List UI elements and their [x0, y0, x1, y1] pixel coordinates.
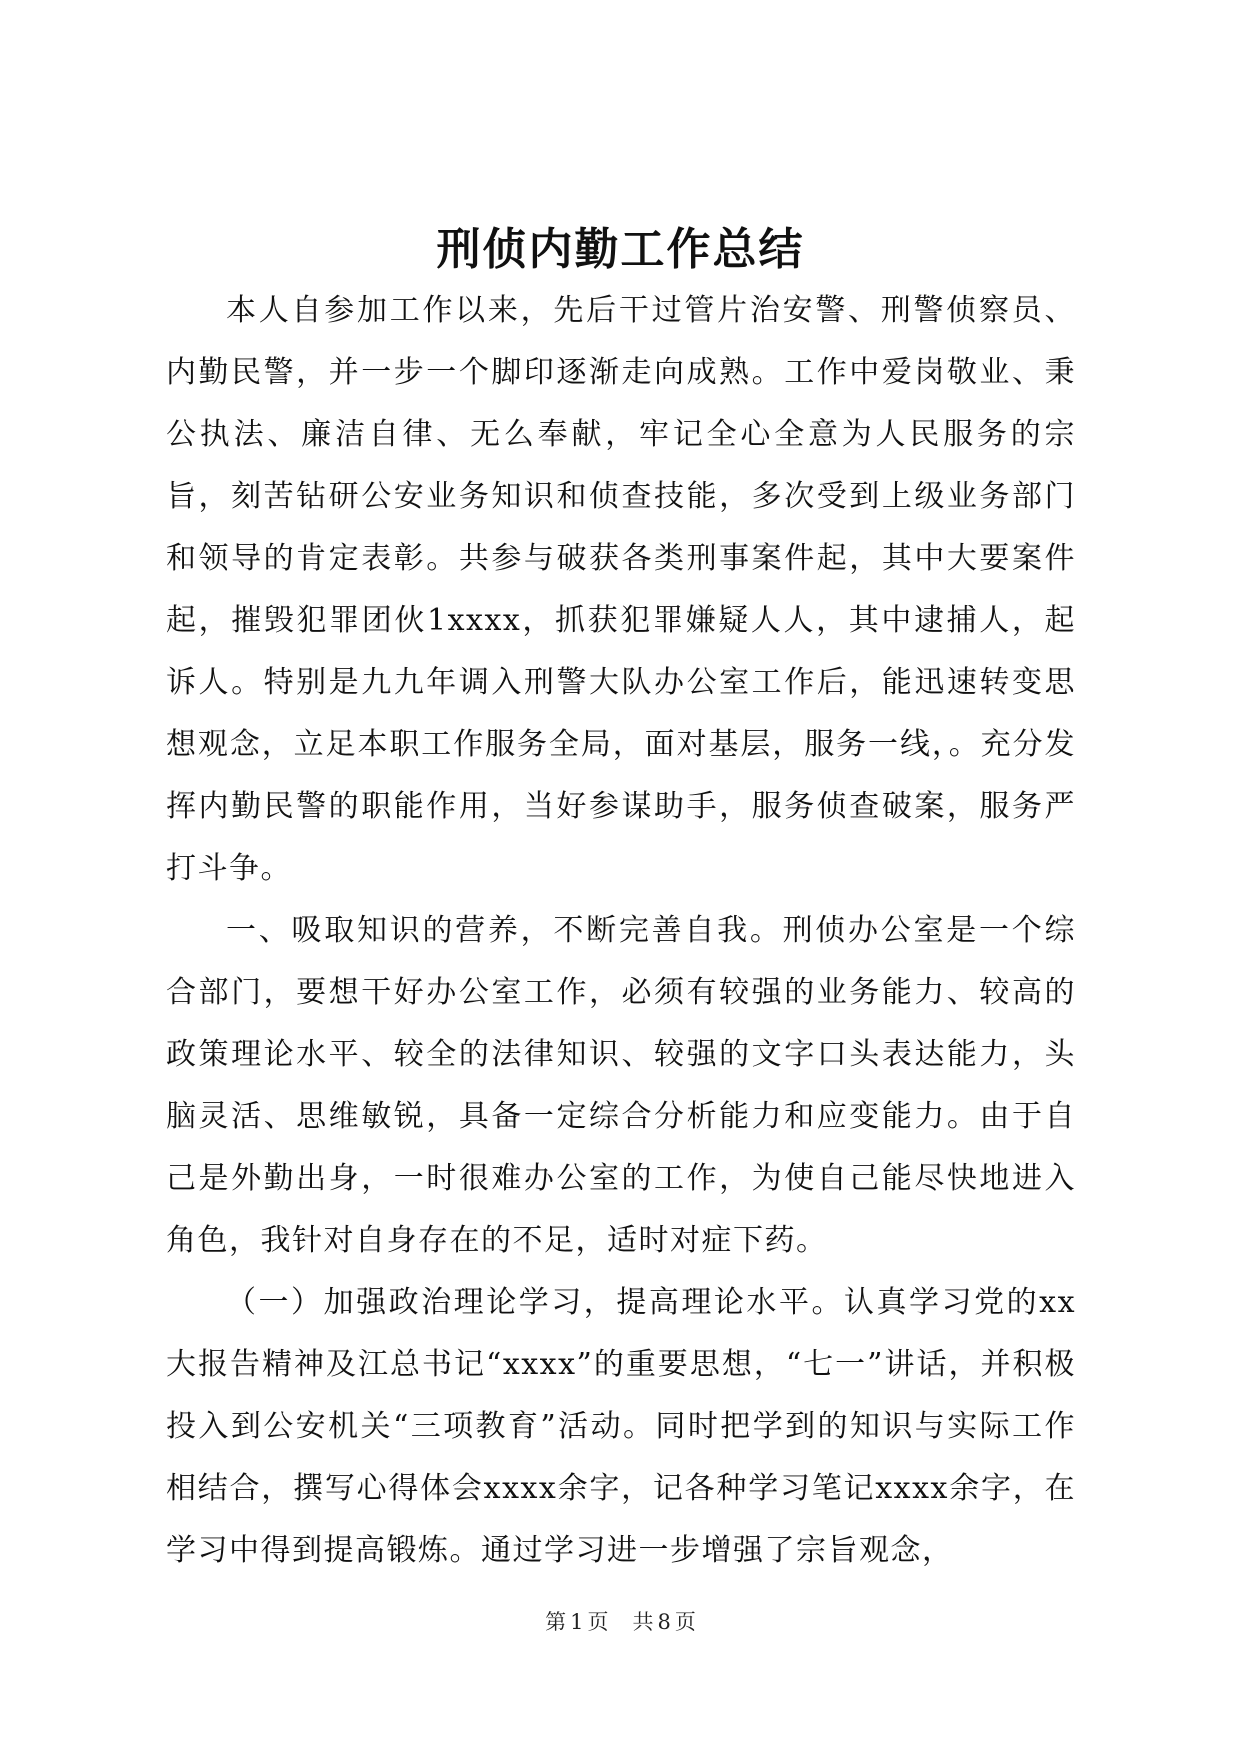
document-body: [166, 280, 1076, 1582]
document-title: 刑侦内勤工作总结: [436, 224, 805, 275]
page-number: 1: [570, 1610, 584, 1634]
page-label-suffix: 页: [587, 1610, 609, 1634]
total-label-prefix: 共: [632, 1610, 654, 1634]
page-label-prefix: 第: [545, 1610, 567, 1634]
paragraph-subsection-one: （一）加强政治理论学习，提高理论水平。认真学习党的xx大报告精神及江总书记“xxxx”的重要思想，“七一”讲话，并积极投入到公安机关“三项教育”活动。同时把学到的知识与实际工作相结合，撰写心得体会xxxx余字，记各种学习笔记xxxx余字，在学习中得到提高锻炼。通过学习进一步增强了宗旨观念，: [166, 1285, 1076, 1568]
paragraph-section-one: 一、吸取知识的营养，不断完善自我。刑侦办公室是一个综合部门，要想干好办公室工作，必须有较强的业务能力、较高的政策理论水平、较全的法律知识、较强的文字口头表达能力，头脑灵活、思维敏锐，具备一定综合分析能力和应变能力。由于自己是外勤出身，一时很难办公室的工作，为使自己能尽快地进入角色，我针对自身存在的不足，适时对症下药。: [166, 913, 1076, 1258]
total-pages: 8: [657, 1610, 671, 1634]
page-footer: [0, 1607, 1241, 1637]
paragraph-intro: 本人自参加工作以来，先后干过管片治安警、刑警侦察员、内勤民警，并一步一个脚印逐渐走向成熟。工作中爱岗敬业、秉公执法、廉洁自律、无么奉献，牢记全心全意为人民服务的宗旨，刻苦钻研公安业务知识和侦查技能，多次受到上级业务部门和领导的肯定表彰。共参与破获各类刑事案件起，其中大要案件起，摧毁犯罪团伙1xxxx，抓获犯罪嫌疑人人，其中逮捕人，起诉人。特别是九九年调入刑警大队办公室工作后，能迅速转变思想观念，立足本职工作服务全局，面对基层，服务一线，。充分发挥内勤民警的职能作用，当好参谋助手，服务侦查破案，服务严打斗争。: [166, 293, 1076, 886]
total-label-suffix: 页: [674, 1610, 696, 1634]
